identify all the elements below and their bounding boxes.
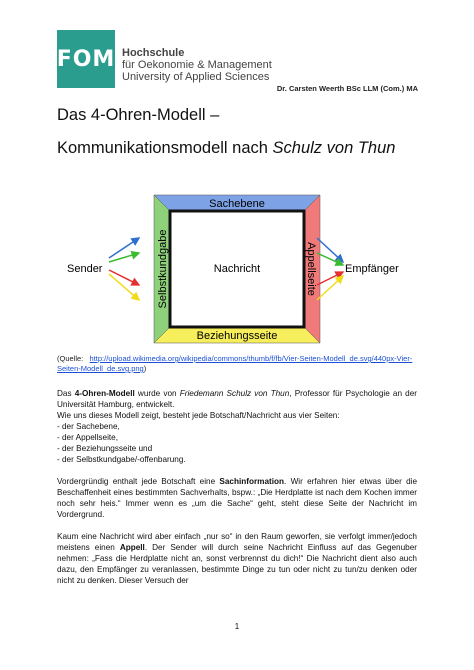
p1-text-e: , Professor für Psychologie an der Universität Hamburg, entwickelt.: [57, 389, 417, 409]
paragraph-3: [57, 531, 417, 586]
institution-name: [122, 47, 272, 83]
label-receiver: Empfänger: [345, 263, 399, 275]
source-note: [57, 354, 422, 374]
receiver-arrow-red: [317, 272, 343, 285]
title-prefix: Kommunikationsmodell nach: [57, 139, 273, 157]
author: Dr. Carsten Weerth BSc LLM (Com.) MA: [276, 84, 418, 93]
p1-line-2: Wie uns dieses Modell zeigt, besteht jede Botschaft/Nachricht aus vier Seiten:: [57, 411, 340, 420]
logo-letters: FOM: [56, 46, 116, 72]
p3-text-c: . Der Sender will durch seine Nachricht Einfluss auf das Gegenuber nehmen: „Fass die Herdplatte nicht an, sonst verbrennst du dich!“ Die Nachricht dient also auch dazu, den Empfänger zu veranlassen, bestimmte Dinge zu tun oder nicht zu tun/zu denken oder nicht zu denken. Dieser Versuch der: [57, 543, 417, 585]
p3-text-a: Kaum eine Nachricht wird aber einfach „nur so“ in den Raum geworfen, sie verfolgt immer/jedoch meistens einen: [57, 532, 417, 552]
title-line-2: [57, 139, 395, 158]
label-sender: Sender: [67, 263, 103, 275]
p2-text-c: . Wir erfahren hier etwas über die Beschaffenheit eines bestimmten Sachverhalts, bspw.: „Die Herdplatte ist nach dem Kochen immer noch sehr heis.“ Immer wenn es „um die Sache“ geht, steht diese Seite der Nachricht im Vordergrund.: [57, 477, 418, 519]
four-ears-diagram: [57, 190, 417, 350]
source-suffix: ): [143, 364, 147, 373]
label-top: Sachebene: [209, 198, 265, 210]
list-item: - der Appellseite,: [57, 433, 118, 442]
p1-text-c: wurde von: [134, 389, 180, 398]
logo-line-1: Hochschule: [122, 47, 185, 59]
title-line-1: Das 4-Ohren-Modell –: [57, 106, 220, 124]
label-right: Appellseite: [305, 242, 317, 296]
p1-text-a: Das: [57, 389, 75, 398]
list-item: - der Selbstkundgabe/-offenbarung.: [57, 455, 186, 464]
list-item: - der Beziehungsseite und: [57, 444, 153, 453]
page-number: 1: [234, 622, 240, 631]
logo-line-3: University of Applied Sciences: [122, 71, 270, 83]
fom-logo: [57, 30, 115, 88]
list-item: - der Sachebene,: [57, 422, 120, 431]
logo-line-2: für Oekonomie & Management: [122, 59, 272, 71]
p1-bold: 4-Ohren-Modell: [74, 389, 135, 398]
source-prefix: (Quelle:: [57, 354, 84, 363]
body-text: [57, 388, 417, 597]
p2-text-a: Vordergründig enthalt jede Botschaft eine: [57, 477, 220, 486]
label-center: Nachricht: [213, 263, 261, 275]
paragraph-1: [57, 388, 417, 410]
source-link[interactable]: http://upload.wikimedia.org/wikipedia/commons/thumb/f/fb/Vier-Seiten-Modell_de.svg/440px-Vier-Seiten-Modell_de.svg.png: [57, 354, 413, 373]
receiver-arrow-yellow: [317, 276, 343, 300]
p3-bold: Appell: [119, 543, 145, 552]
paragraph-2: [57, 476, 417, 520]
p2-bold: Sachinformation: [219, 477, 285, 486]
label-left: Selbstkundgabe: [157, 229, 169, 309]
label-bottom: Beziehungsseite: [196, 330, 278, 342]
title-italic: Schulz von Thun: [272, 139, 396, 157]
p1-italic: Friedemann Schulz von Thun: [179, 389, 290, 398]
